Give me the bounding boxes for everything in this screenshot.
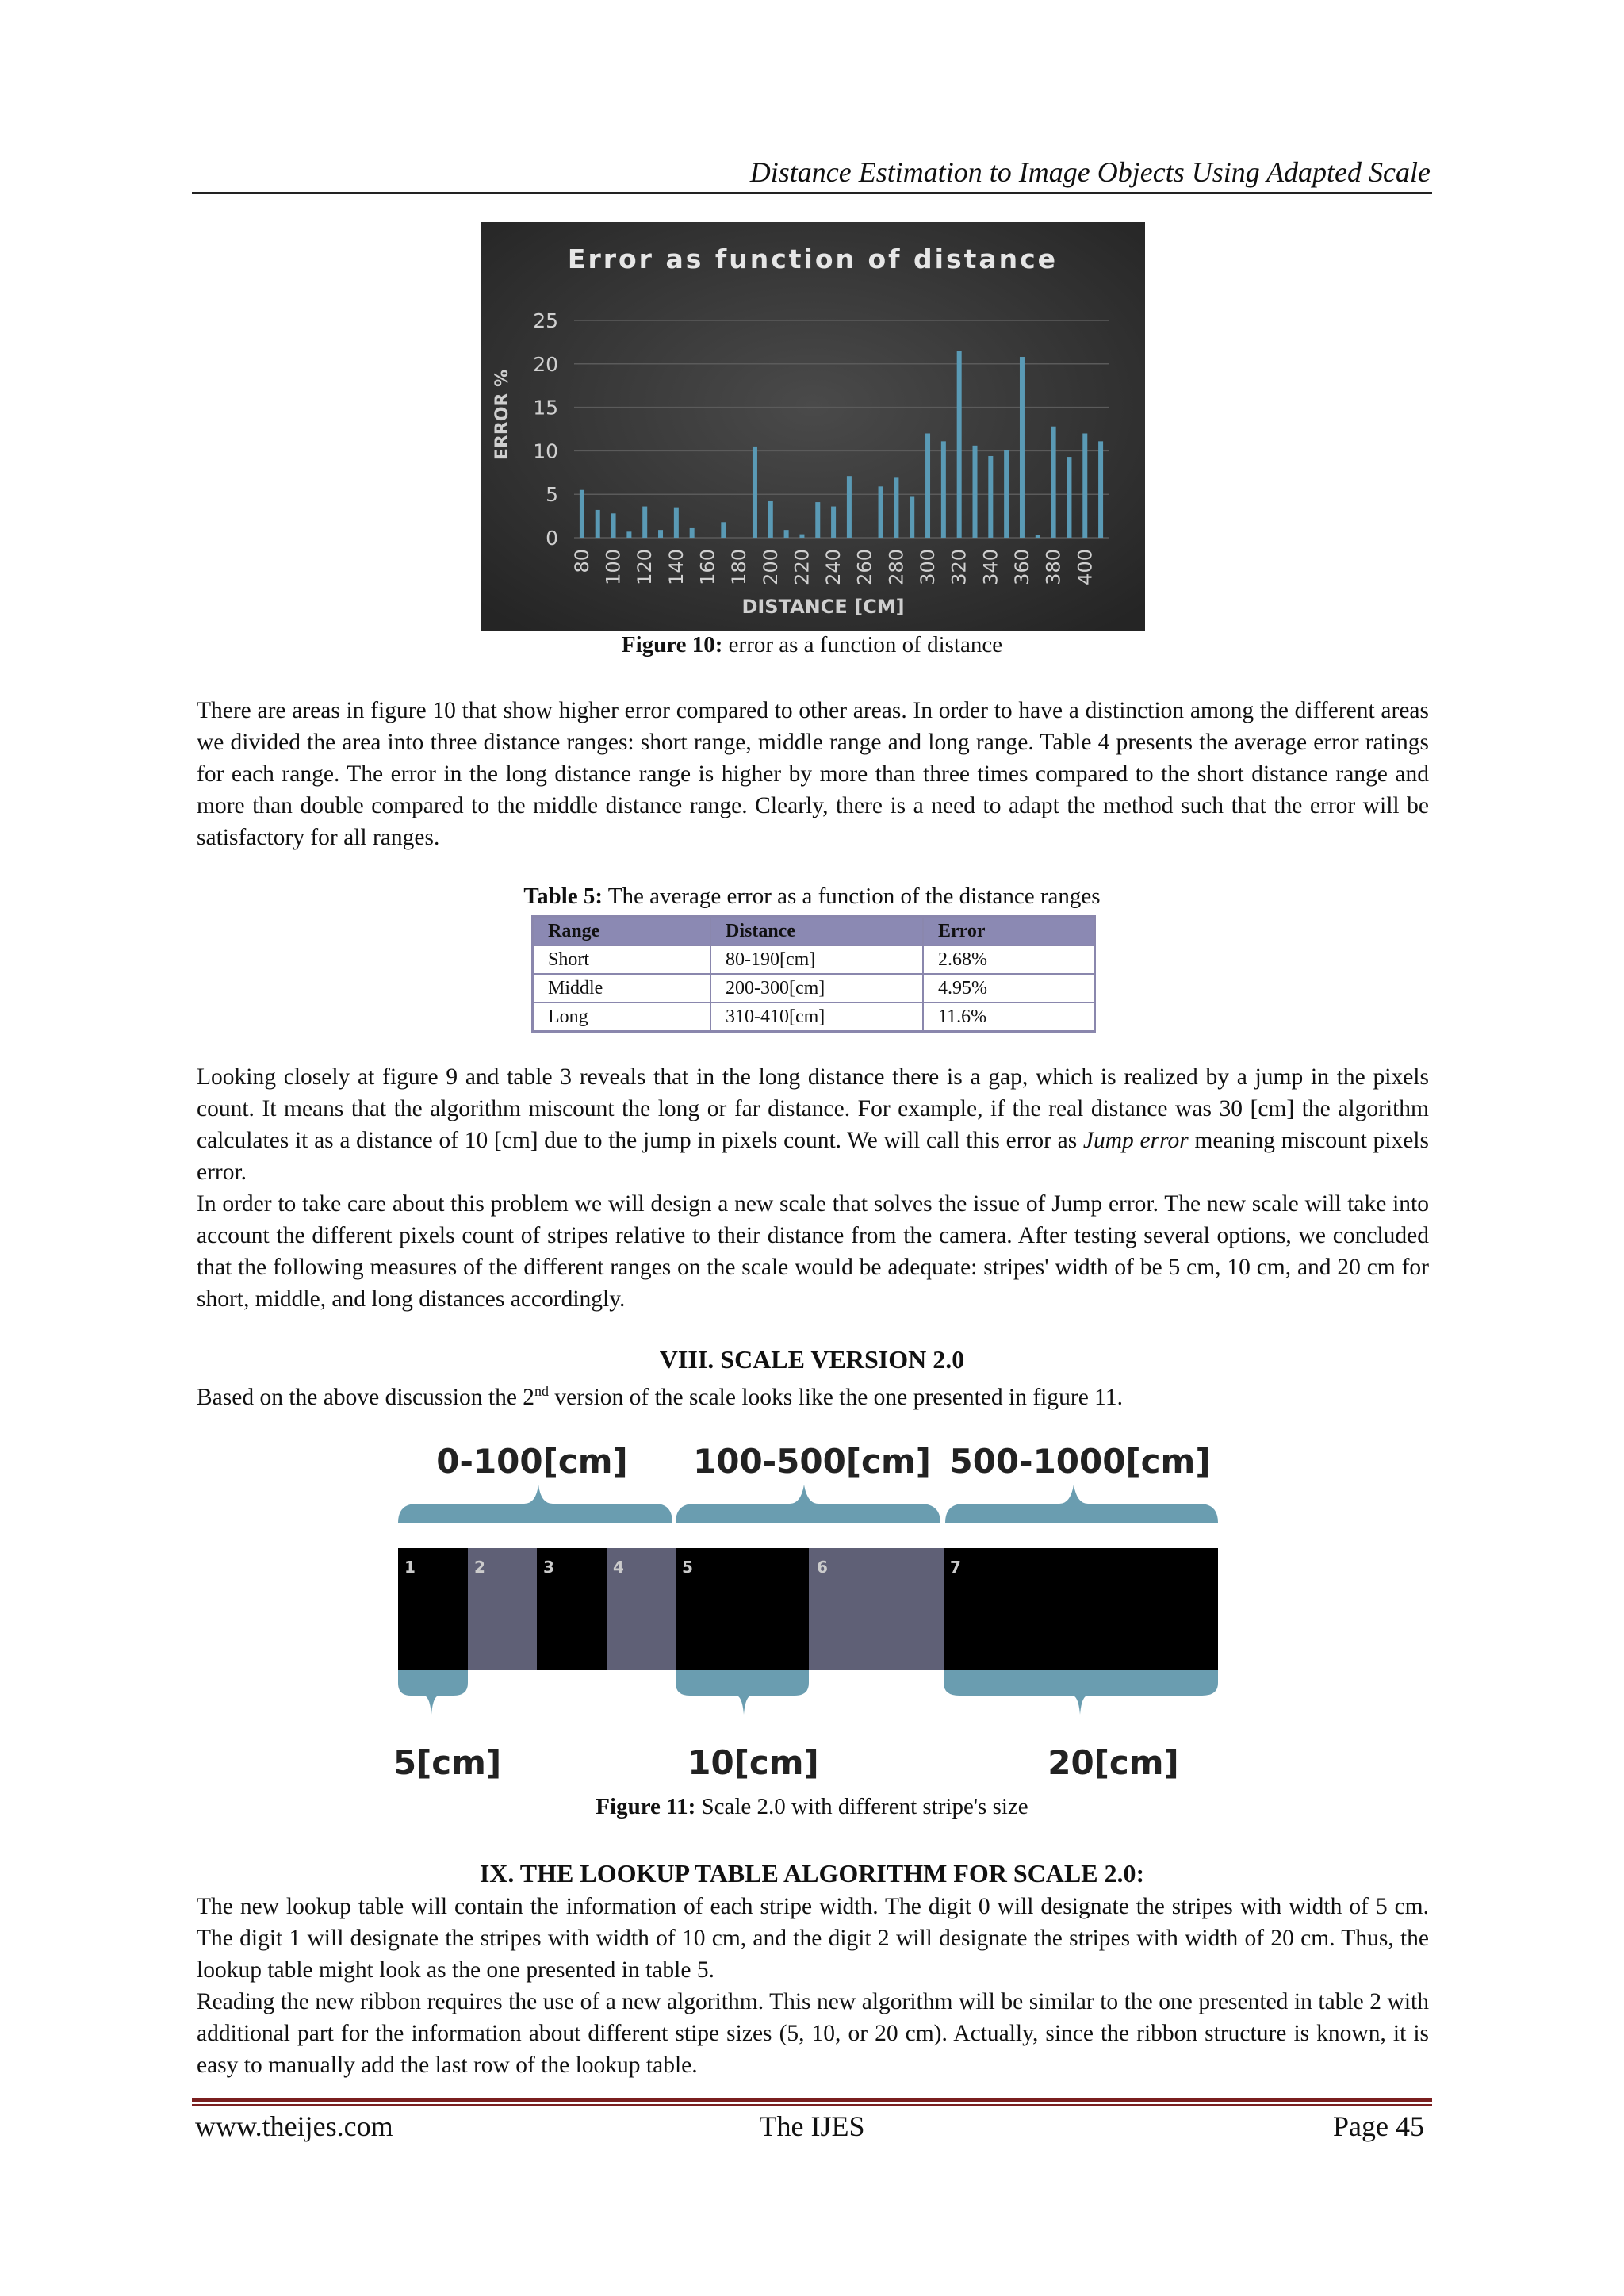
figure-11-caption (0, 1794, 1624, 1820)
range-error-table (531, 915, 1096, 1033)
table-cell: Short (533, 945, 711, 974)
table-cell: 80-190[cm] (710, 945, 923, 974)
stripe-number: 1 (404, 1558, 416, 1577)
ordinal-suffix: nd (534, 1383, 550, 1399)
bar (799, 535, 804, 538)
table-row (533, 974, 1095, 1002)
bar (973, 446, 978, 538)
x-tick-label: 100 (602, 549, 625, 585)
bar (1036, 535, 1040, 538)
bar (721, 522, 726, 538)
bar (642, 507, 647, 538)
stripe-number: 5 (682, 1558, 693, 1577)
bar (925, 433, 930, 538)
stripe-number: 2 (474, 1558, 485, 1577)
bar (580, 490, 584, 538)
bar (910, 496, 914, 538)
bottom-brace-5cm (398, 1670, 468, 1715)
table-cell: 4.95% (923, 974, 1095, 1002)
y-tick-label: 25 (533, 309, 558, 332)
bar (626, 531, 631, 538)
figure-10-caption (0, 632, 1624, 658)
running-header: Distance Estimation to Image Objects Using Adapted Scale (749, 156, 1431, 188)
top-brace-middle (676, 1485, 940, 1523)
x-tick-label: 140 (665, 549, 688, 585)
bottom-brace-10cm (676, 1670, 809, 1715)
x-tick-label: 360 (1010, 549, 1033, 585)
header-rule (192, 192, 1432, 194)
table-cell: 2.68% (923, 945, 1095, 974)
range-label-middle: 100-500[cm] (693, 1442, 931, 1481)
x-tick-label: 120 (634, 549, 657, 585)
y-tick-label: 5 (546, 483, 558, 507)
bar (847, 476, 852, 538)
footer-journal: The IJES (759, 2110, 865, 2142)
bar (753, 447, 757, 538)
bar (768, 501, 773, 538)
table-header-cell: Error (923, 917, 1095, 946)
table-cell: 11.6% (923, 1002, 1095, 1032)
section-8-text (197, 1375, 1429, 1413)
x-tick-label: 220 (791, 549, 814, 585)
bar (690, 528, 695, 538)
y-tick-label: 20 (533, 352, 558, 376)
paragraph-jump-error-text-b: meaning miscount pixels error. (197, 1128, 1429, 1185)
table-row (533, 1002, 1095, 1032)
chart-title: Error as function of distance (567, 243, 1059, 274)
table-row (533, 945, 1095, 974)
stripe-7 (944, 1548, 1218, 1670)
bar (596, 510, 600, 538)
stripe-number: 3 (543, 1558, 554, 1577)
table-cell: 310-410[cm] (710, 1002, 923, 1032)
x-axis-label: DISTANCE [CM] (741, 596, 905, 618)
table-cell: Middle (533, 974, 711, 1002)
figure-11-caption-label: Figure 11: (596, 1794, 696, 1819)
y-axis-label: ERROR % (492, 369, 512, 461)
bar (988, 456, 993, 538)
x-tick-label: 80 (570, 549, 593, 573)
section-8-text-b: version of the scale looks like the one presented in figure 11. (549, 1384, 1123, 1410)
range-label-short: 0-100[cm] (436, 1442, 628, 1481)
table-header-cell: Range (533, 917, 711, 946)
stripe-width-label-20cm: 20[cm] (1048, 1743, 1179, 1782)
section-8-heading: VIII. SCALE VERSION 2.0 (659, 1345, 965, 1374)
bar (1098, 441, 1103, 538)
paragraph-new-scale: In order to take care about this problem we will design a new scale that solves the issue of Jump error. The new scale will take into account the different pixels count of stripes relative to their distance from the camera. After testing several options, we concluded that the following measures of the different ranges on the scale would be adequate: stripes' width of be 5 cm, 10 cm, and 20 cm for short, middle, and long distances accordingly. (197, 1191, 1429, 1312)
stripe-width-label-5cm: 5[cm] (393, 1743, 502, 1782)
paragraph-ranges: There are areas in figure 10 that show higher error compared to other areas. In order to have a distinction among the different areas we divided the area into three distance ranges: short range, middle range and long range. Table 4 presents the average error ratings for each range. The error in the long distance range is higher by more than three times compared to the short distance range and more than double compared to the middle distance range. Clearly, there is a need to adapt the method such that the error will be satisfactory for all ranges. (197, 698, 1429, 850)
bar (894, 477, 898, 538)
y-tick-label: 10 (533, 439, 558, 463)
top-brace-short (398, 1485, 672, 1523)
y-tick-label: 0 (546, 527, 558, 550)
x-tick-label: 320 (948, 549, 971, 585)
footer-website: www.theijes.com (195, 2110, 393, 2142)
table-cell: 200-300[cm] (710, 974, 923, 1002)
stripe-number: 4 (613, 1558, 624, 1577)
table-header-cell: Distance (710, 917, 923, 946)
bar (1020, 357, 1025, 538)
x-tick-label: 200 (759, 549, 782, 585)
stripe-width-label-10cm: 10[cm] (688, 1743, 819, 1782)
footer-rule-thin (192, 2104, 1432, 2106)
top-brace-long (945, 1485, 1218, 1523)
footer-rule (192, 2098, 1432, 2102)
figure-10-caption-text: error as a function of distance (722, 632, 1003, 657)
bar (658, 530, 663, 538)
table-header-row (533, 917, 1095, 946)
figure-10-caption-label: Figure 10: (621, 632, 723, 657)
scale-svg (393, 1428, 1234, 1792)
section-8-text-a: Based on the above discussion the 2 (197, 1384, 535, 1410)
bar (1082, 433, 1087, 538)
bar (1004, 450, 1009, 538)
chart-svg (481, 222, 1145, 631)
section-9-paragraph-2: Reading the new ribbon requires the use of a new algorithm. This new algorithm will be similar to the one presented in table 2 with additional part for the information about different stipe sizes (5, 10, or 20 cm). Actually, since the ribbon structure is known, it is easy to manually add the last row of the lookup table. (197, 1989, 1429, 2078)
bar (941, 441, 946, 538)
x-tick-label: 400 (1074, 549, 1097, 585)
x-tick-label: 180 (728, 549, 751, 585)
stripe-number: 6 (817, 1558, 828, 1577)
jump-error-term: Jump error (1082, 1128, 1189, 1153)
bar (815, 502, 820, 538)
stripe-5 (676, 1548, 809, 1670)
figure-10-chart (481, 222, 1145, 631)
table-cell: Long (533, 1002, 711, 1032)
table-5-caption-text: The average error as a function of the distance ranges (603, 884, 1101, 909)
paragraph-jump-error (197, 1061, 1429, 1188)
bar (879, 486, 883, 538)
stripe-number: 7 (950, 1558, 961, 1577)
x-tick-label: 380 (1042, 549, 1065, 585)
bar (957, 351, 962, 538)
y-tick-label: 15 (533, 396, 558, 420)
x-tick-label: 260 (853, 549, 876, 585)
figure-11-scale (393, 1428, 1234, 1792)
paragraph-jump-error-text-a: Looking closely at figure 9 and table 3 reveals that in the long distance there is a gap, which is realized by a jump in the pixels count. It means that the algorithm miscount the long or far distance. For example, if the real distance was 30 [cm] the algorithm calculates it as a distance of 10 [cm] due to the jump in pixels count. We will call this error as (197, 1064, 1429, 1153)
x-tick-label: 340 (979, 549, 1002, 585)
section-9-paragraph-1: The new lookup table will contain the information of each stripe width. The digit 0 will designate the stripes with width of 5 cm. The digit 1 will designate the stripes with width of 10 cm, and the digit 2 will designate the stripes with width of 20 cm. Thus, the lookup table might look as the one presented in table 5. (197, 1894, 1429, 1983)
section-9-heading: IX. THE LOOKUP TABLE ALGORITHM FOR SCALE 2.0: (479, 1859, 1145, 1888)
table-5-caption (0, 884, 1624, 910)
stripe-6 (809, 1548, 944, 1670)
bar (784, 530, 789, 538)
footer-page-number: Page 45 (1333, 2110, 1424, 2142)
bottom-brace-20cm (944, 1670, 1218, 1715)
scale-top-edge (398, 1537, 1218, 1548)
x-tick-label: 160 (696, 549, 719, 585)
range-label-long: 500-1000[cm] (949, 1442, 1211, 1481)
x-tick-label: 240 (822, 549, 845, 585)
x-tick-label: 300 (917, 549, 940, 585)
bar (611, 513, 616, 538)
figure-11-caption-text: Scale 2.0 with different stripe's size (695, 1794, 1028, 1819)
bar (831, 507, 836, 538)
table-5-caption-label: Table 5: (523, 884, 603, 909)
bar (1067, 457, 1071, 538)
bar (674, 508, 679, 538)
bar (1051, 427, 1056, 538)
x-tick-label: 280 (885, 549, 908, 585)
